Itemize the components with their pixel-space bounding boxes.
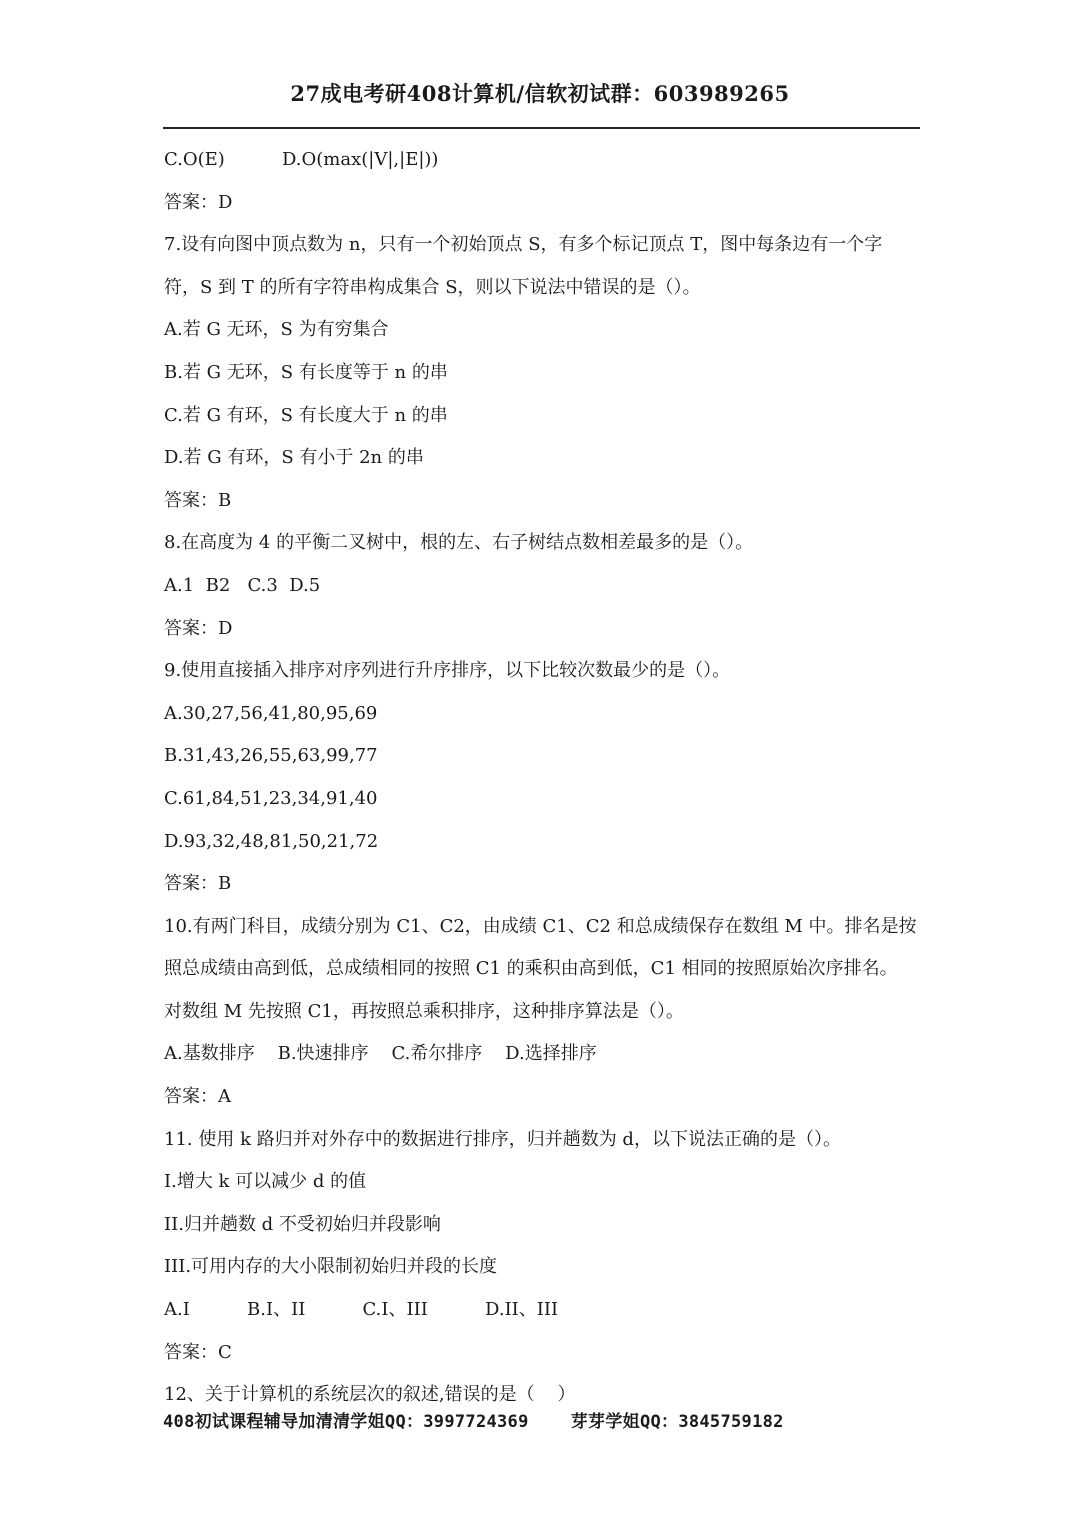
text-line: 答案：D — [164, 617, 233, 639]
document-body — [164, 139, 920, 1417]
header-divider — [163, 127, 920, 129]
text-line: D.93,32,48,81,50,21,72 — [164, 830, 379, 852]
text-line: D.若 G 有环，S 有小于 2n 的串 — [164, 447, 424, 469]
text-line: 7.设有向图中顶点数为 n，只有一个初始顶点 S，有多个标记顶点 T，图中每条边有一个字 — [164, 234, 883, 256]
text-line: C.61,84,51,23,34,91,40 — [164, 787, 378, 809]
text-line: A.基数排序 B.快速排序 C.希尔排序 D.选择排序 — [164, 1043, 597, 1065]
text-line: 11. 使用 k 路归并对外存中的数据进行排序，归并趟数为 d，以下说法正确的是（）。 — [164, 1128, 841, 1150]
text-line: A.I B.I、II C.I、III D.II、III — [164, 1299, 559, 1321]
text-line: 对数组 M 先按照 C1，再按照总乘积排序，这种排序算法是（）。 — [164, 1000, 684, 1022]
text-line: 照总成绩由高到低，总成绩相同的按照 C1 的乘积由高到低，C1 相同的按照原始次序排名。 — [164, 958, 898, 980]
text-line: C.O(E) D.O(max(|V|,|E|)) — [164, 149, 439, 170]
text-line: B.31,43,26,55,63,99,77 — [164, 745, 378, 767]
text-line: 12、关于计算机的系统层次的叙述,错误的是（ ） — [164, 1384, 576, 1406]
text-line: B.若 G 无环，S 有长度等于 n 的串 — [164, 361, 448, 383]
text-line: 答案：B — [164, 873, 232, 895]
text-line: 答案：B — [164, 489, 232, 511]
text-line: 答案：A — [164, 1086, 231, 1108]
page-footer: 408初试课程辅导加清清学姐QQ：3997724369 芽芽学姐QQ：3845759182 — [163, 1412, 784, 1432]
text-line: A.30,27,56,41,80,95,69 — [164, 702, 378, 724]
text-line: 答案：D — [164, 191, 233, 213]
text-line: C.若 G 有环，S 有长度大于 n 的串 — [164, 404, 448, 426]
text-line: 8.在高度为 4 的平衡二叉树中，根的左、右子树结点数相差最多的是（）。 — [164, 532, 754, 554]
text-line: III.可用内存的大小限制初始归并段的长度 — [164, 1256, 498, 1278]
text-line: 10.有两门科目，成绩分别为 C1、C2，由成绩 C1、C2 和总成绩保存在数组 M 中。排名是按 — [164, 915, 917, 937]
text-line: II.归并趟数 d 不受初始归并段影响 — [164, 1213, 441, 1235]
text-line: 9.使用直接插入排序对序列进行升序排序，以下比较次数最少的是（）。 — [164, 660, 731, 682]
page-header: 27成电考研408计算机/信软初试群：603989265 — [290, 81, 790, 106]
text-line: 答案：C — [164, 1341, 232, 1363]
text-line: I.增大 k 可以减少 d 的值 — [164, 1171, 367, 1193]
text-line: 符，S 到 T 的所有字符串构成集合 S，则以下说法中错误的是（）。 — [164, 276, 701, 298]
text-line: A.若 G 无环，S 为有穷集合 — [164, 319, 389, 341]
text-line: A.1 B2 C.3 D.5 — [164, 574, 321, 596]
